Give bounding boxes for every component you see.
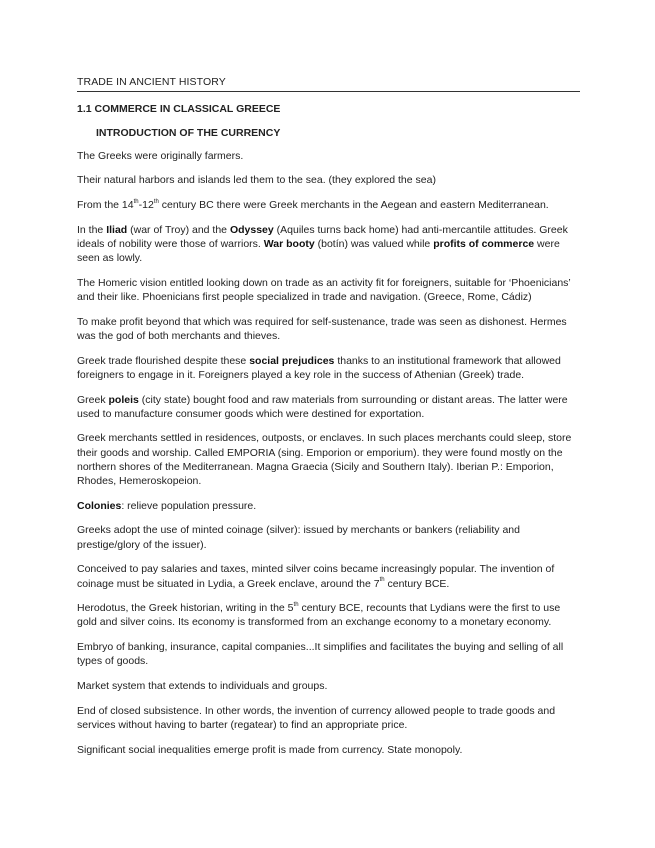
paragraph: Market system that extends to individuals and groups. — [77, 680, 328, 693]
paragraph: To make profit beyond that which was required for self-sustenance, trade was seen as dishonest. Hermes was the god of both merchants and thieves. — [77, 315, 567, 342]
paragraph: Colonies: relieve population pressure. — [77, 499, 257, 512]
paragraph: Embryo of banking, insurance, capital companies...It simplifies and facilitates the buying and selling of all types of goods. — [77, 641, 564, 668]
bold-term: Colonies — [77, 499, 122, 512]
paragraph: Greek trade flourished despite these social prejudices thanks to an institutional framework that allowed foreigners to engage in it. Foreigners played a key role in the success of Athenian (Greek) trade. — [77, 354, 561, 381]
paragraph: Greeks adopt the use of minted coinage (silver): issued by merchants or bankers (reliability and prestige/glory of the issuer). — [77, 524, 520, 551]
paragraph: Their natural harbors and islands led them to the sea. (they explored the sea) — [77, 174, 436, 187]
paragraph: From the 14th-12th century BC there were Greek merchants in the Aegean and eastern Mediterranean. — [77, 198, 549, 211]
section-heading: 1.1 COMMERCE IN CLASSICAL GREECE — [77, 103, 281, 115]
paragraph: Significant social inequalities emerge profit is made from currency. State monopoly. — [77, 743, 463, 756]
sub-heading: INTRODUCTION OF THE CURRENCY — [96, 127, 281, 139]
paragraph: Herodotus, the Greek historian, writing in the 5th century BCE, recounts that Lydians were the first to use gold and silver coins. Its economy is transformed from an exchange economy to a monetary economy. — [77, 601, 561, 629]
paragraph: The Homeric vision entitled looking down on trade as an activity fit for foreigners, suitable for ‘Phoenicians’ and their like. Phoenicians first people specialized in trade and navigation. (Greece, Rome, Cádiz) — [77, 276, 571, 304]
bold-term: Iliad — [106, 223, 128, 236]
bold-term: profits of commerce — [433, 237, 535, 250]
paragraph: End of closed subsistence. In other words, the invention of currency allowed people to trade goods and services without having to barter (regatear) to find an appropriate price. — [77, 704, 556, 731]
paragraph: Greek poleis (city state) bought food and raw materials from surrounding or distant areas. The latter were used to manufacture consumer goods which were destined for exportation. — [77, 393, 568, 420]
paragraph: Conceived to pay salaries and taxes, minted silver coins became increasingly popular. The invention of coinage must be situated in Lydia, a Greek enclave, around the 7th century BCE. — [77, 563, 555, 590]
paragraph: The Greeks were originally farmers. — [77, 149, 244, 162]
bold-term: poleis — [108, 393, 139, 406]
paragraph: In the Iliad (war of Troy) and the Odyssey (Aquiles turns back home) had anti-mercantile attitudes. Greek ideals of nobility were those of warriors. War booty (botín) was valued while profits of commerce were seen as lowly. — [77, 223, 568, 265]
bold-term: Odyssey — [229, 223, 274, 236]
bold-term: social prejudices — [249, 354, 335, 367]
document-title: TRADE IN ANCIENT HISTORY — [77, 76, 580, 92]
bold-term: War booty — [263, 237, 315, 250]
document-page — [77, 76, 580, 767]
paragraph: Greek merchants settled in residences, outposts, or enclaves. In such places merchants could sleep, store their goods and worship. Called EMPORIA (sing. Emporion or emporium). they were found mostly on the northern shores of the Mediterranean. Magna Graecia (Sicily and Southern Italy). Iberian P.: Emporion, Rhodes, Hemeroskopeion. — [77, 432, 572, 488]
